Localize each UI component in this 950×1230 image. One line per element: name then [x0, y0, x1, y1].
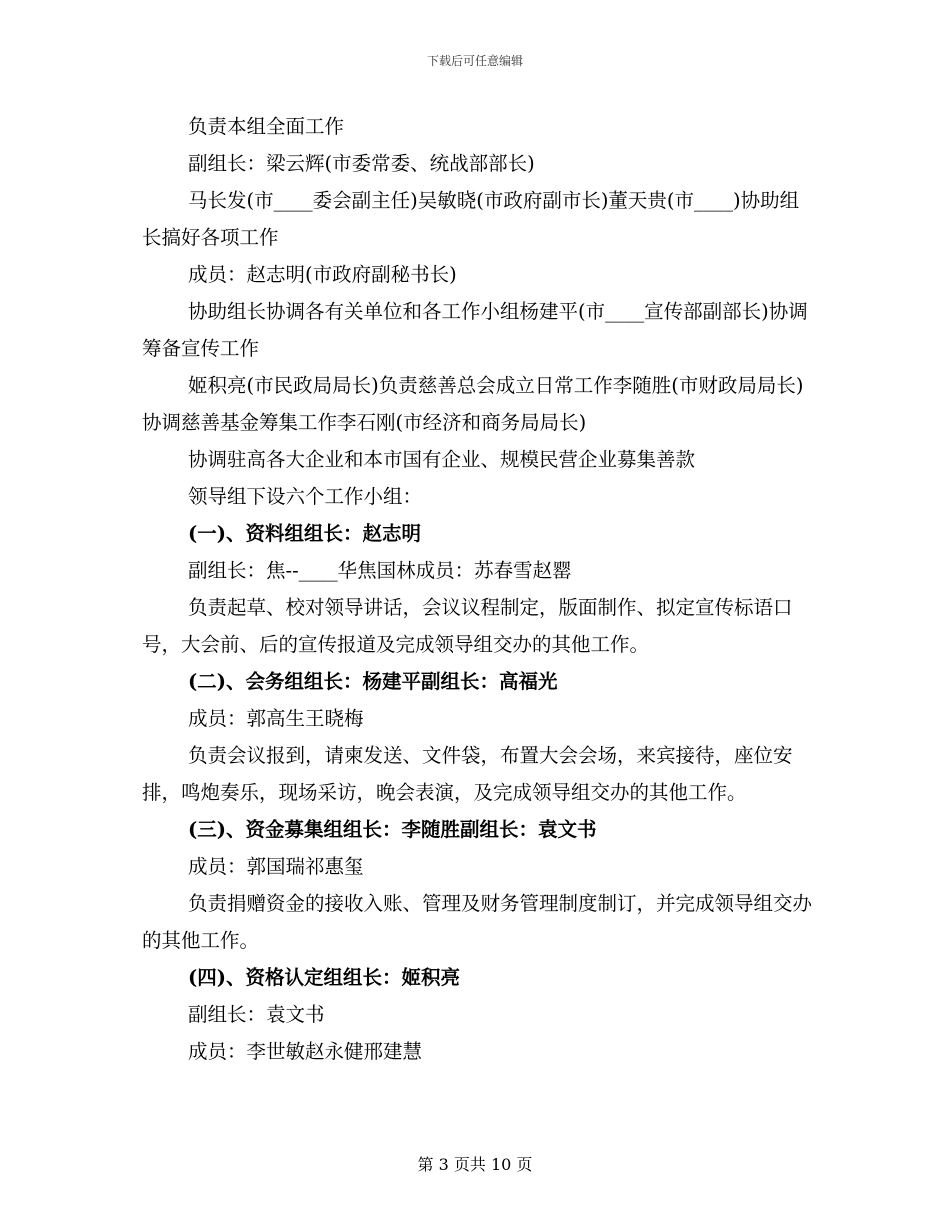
document-body — [142, 108, 812, 1070]
paragraph: 成员：赵志明(市政府副秘书长) — [188, 263, 457, 286]
paragraph: 协助组长协调各有关单位和各工作小组杨建平(市____宣传部副部长)协调筹备宣传工作 — [142, 300, 808, 360]
page-number: 第 3 页共 10 页 — [417, 1155, 533, 1174]
paragraph: 负责会议报到，请柬发送、文件袋，布置大会会场，来宾接待，座位安排，鸣炮奏乐，现场采访，晚会表演，及完成领导组交办的其他工作。 — [142, 744, 793, 804]
paragraph: 成员：郭高生王晓梅 — [188, 707, 364, 730]
paragraph: 副组长：梁云辉(市委常委、统战部部长) — [188, 152, 535, 175]
paragraph: 负责起草、校对领导讲话，会议议程制定，版面制作、拟定宣传标语口号，大会前、后的宣传报道及完成领导组交办的其他工作。 — [142, 596, 793, 656]
paragraph: 马长发(市____委会副主任)吴敏晓(市政府副市长)董天贵(市____)协助组长搞好各项工作 — [142, 189, 800, 249]
paragraph: 领导组下设六个工作小组： — [188, 485, 423, 508]
paragraph: 协调驻高各大企业和本市国有企业、规模民营企业募集善款 — [188, 448, 696, 471]
paragraph: 负责本组全面工作 — [188, 115, 345, 138]
section-heading-meeting-group: (二)、会务组组长：杨建平副组长：高福光 — [188, 670, 558, 693]
paragraph: 副组长：焦--____华焦国林成员：苏春雪赵罂 — [188, 559, 572, 582]
paragraph: 姬积亮(市民政局局长)负责慈善总会成立日常工作李随胜(市财政局局长)协调慈善基金筹集工作李石刚(市经济和商务局局长) — [142, 374, 804, 434]
section-heading-qualification-group: (四)、资格认定组组长：姬积亮 — [188, 966, 460, 989]
section-heading-materials-group: (一)、资料组组长：赵志明 — [188, 522, 421, 545]
section-heading-fundraising-group: (三)、资金募集组组长：李随胜副组长：袁文书 — [188, 818, 597, 841]
paragraph: 成员：李世敏赵永健邢建慧 — [188, 1040, 423, 1063]
paragraph: 成员：郭国瑞祁惠玺 — [188, 855, 364, 878]
page-header-note: 下载后可任意编辑 — [426, 54, 523, 68]
paragraph: 负责捐赠资金的接收入账、管理及财务管理制度制订，并完成领导组交办的其他工作。 — [142, 892, 813, 952]
paragraph: 副组长：袁文书 — [188, 1003, 325, 1026]
